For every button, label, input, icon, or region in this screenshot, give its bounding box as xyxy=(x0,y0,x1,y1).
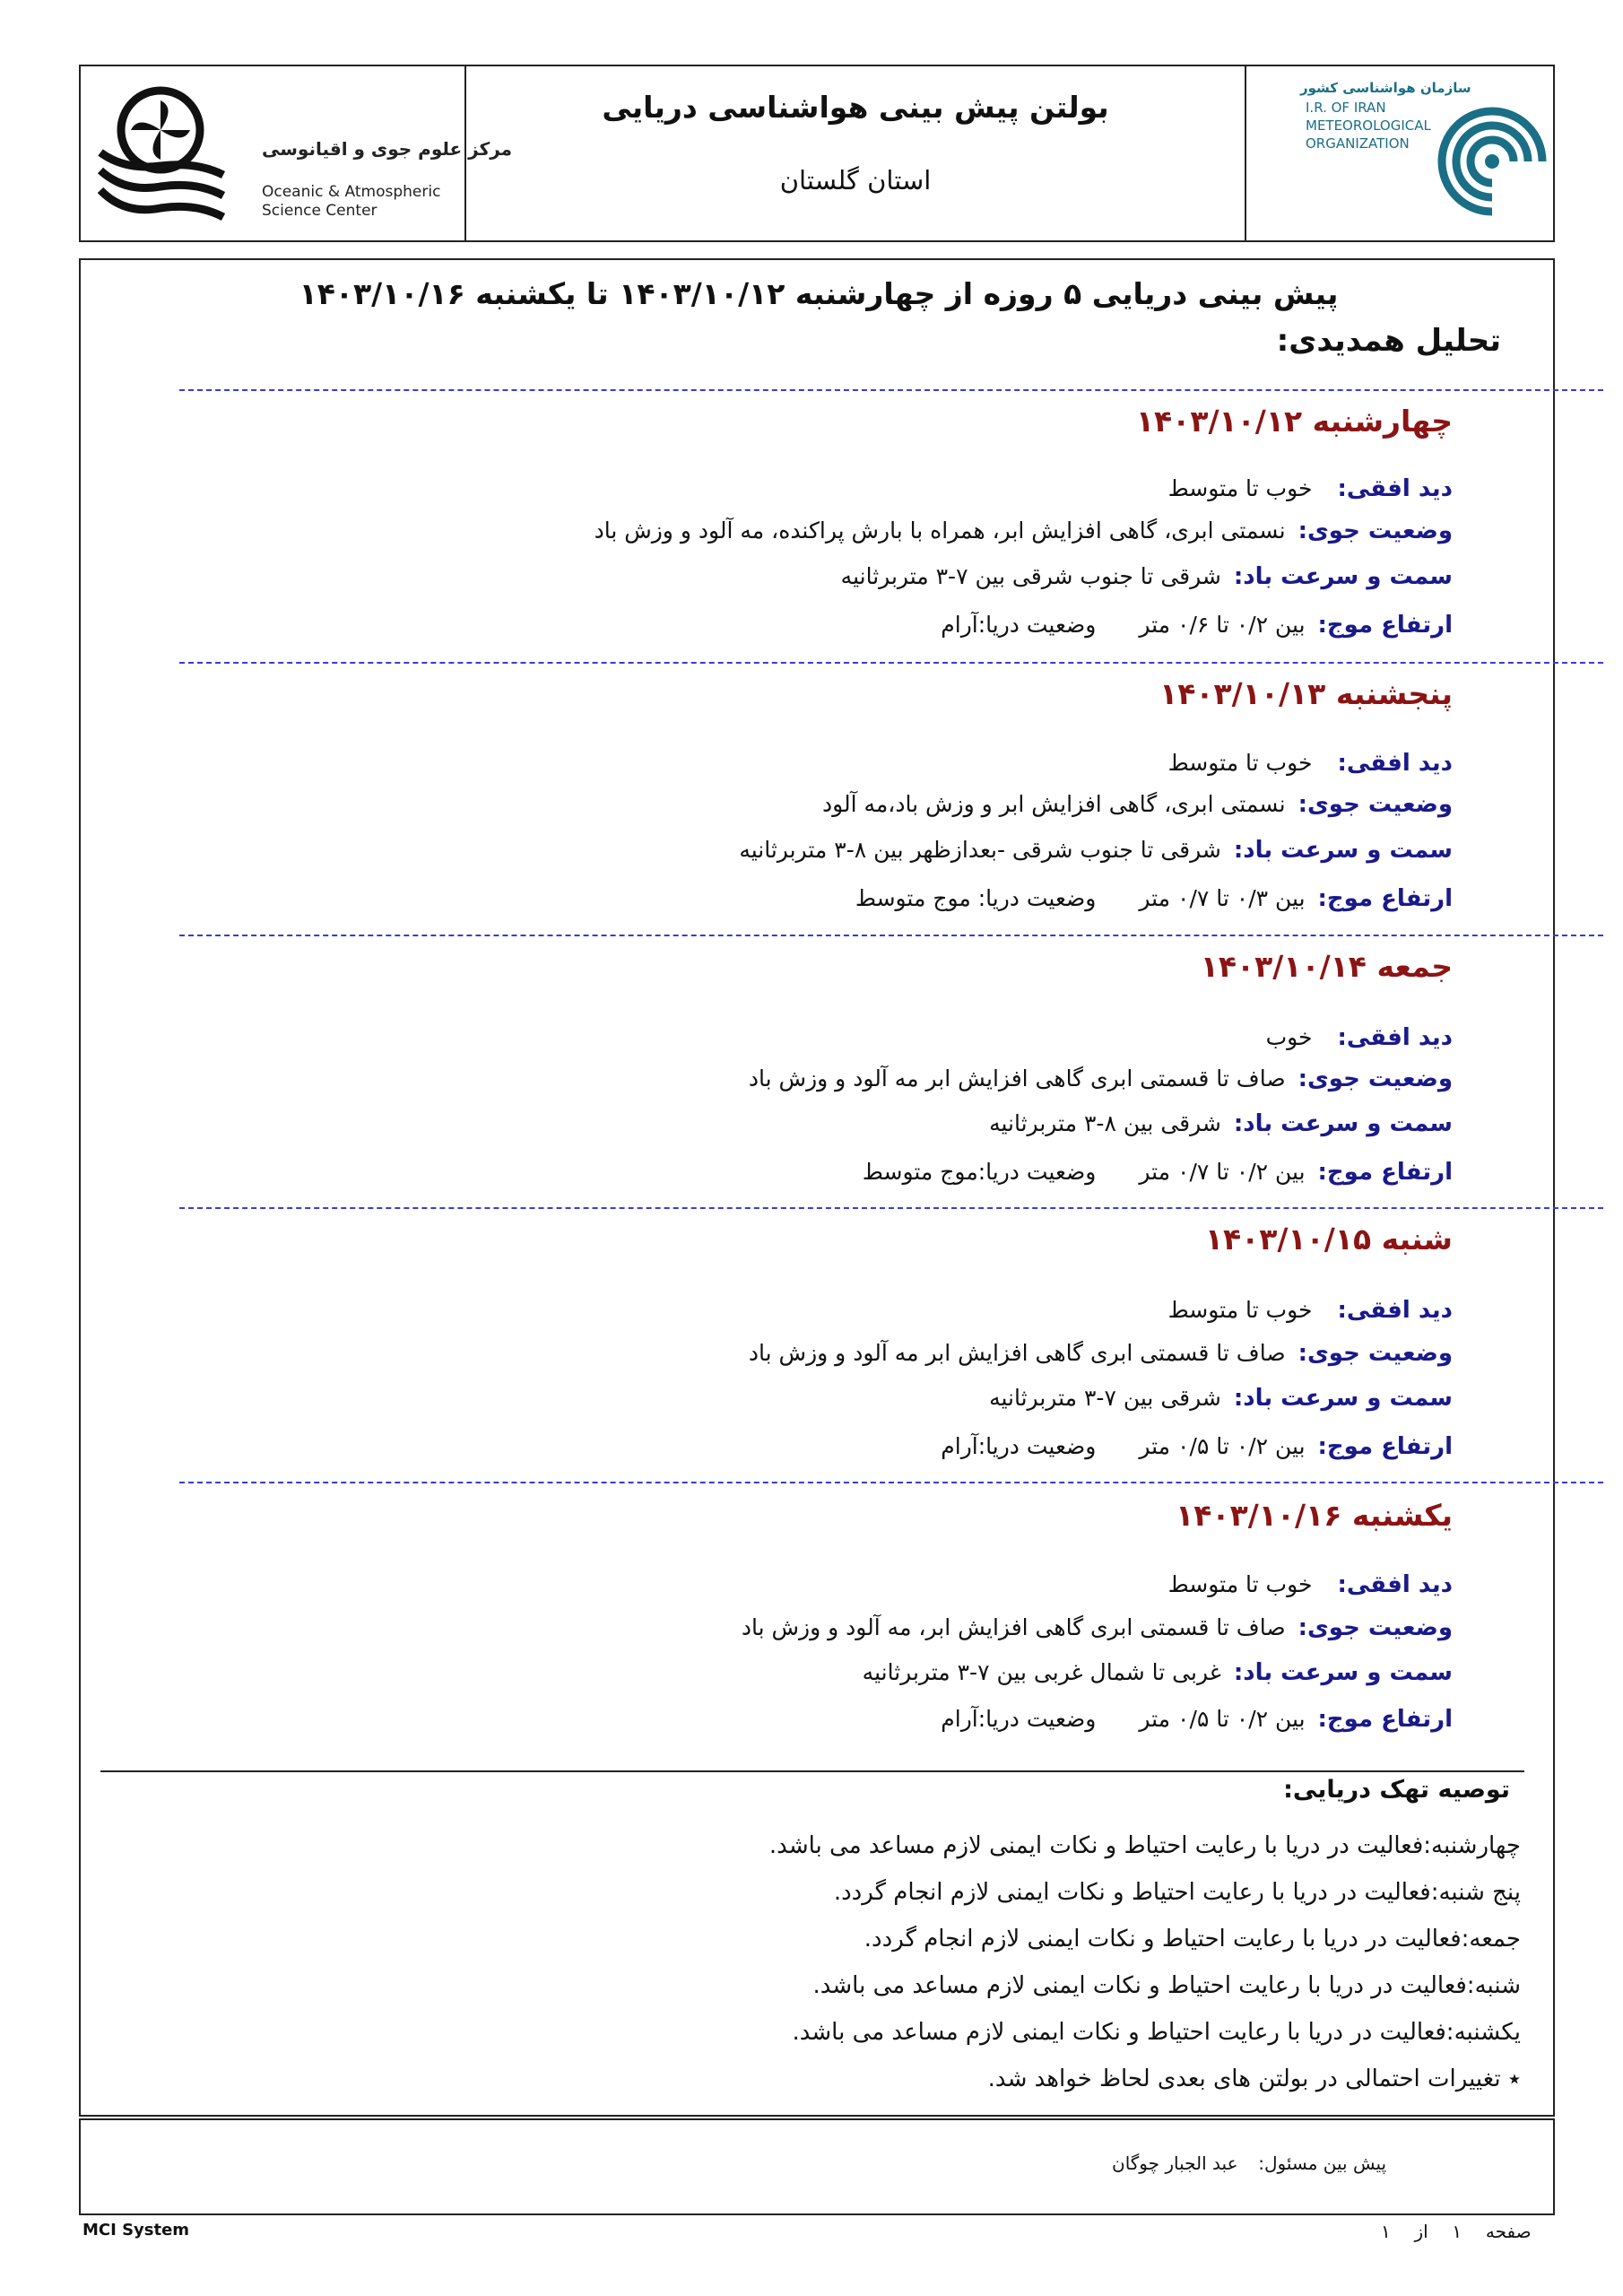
day-title: یکشنبه ۱۴۰۳/۱۰/۱۶ xyxy=(1176,1498,1453,1533)
recommendation-line: شنبه:فعالیت در دریا با رعایت احتیاط و نکات ایمنی لازم مساعد می باشد. xyxy=(812,1972,1521,1999)
sea-state-value: وضعیت دریا:آرام xyxy=(941,612,1097,638)
sea-state-value: وضعیت دریا:آرام xyxy=(941,1706,1097,1732)
forecaster-line xyxy=(1112,2152,1386,2174)
visibility-label: دید افقی: xyxy=(1337,1024,1453,1051)
wave-row xyxy=(941,1706,1453,1733)
wind-row xyxy=(863,1659,1453,1686)
wave-value: بین ۰/۲ تا ۰/۵ متر xyxy=(1139,1706,1306,1732)
recommendation-line: پنج شنبه:فعالیت در دریا با رعایت احتیاط و نکات ایمنی لازم انجام گردد. xyxy=(833,1879,1521,1906)
weather-value: نسمتی ابری، گاهی افزایش ابر و وزش باد،مه آلود xyxy=(821,791,1286,817)
synoptic-heading: تحلیل همدیدی: xyxy=(1276,323,1501,359)
wave-label: ارتفاع موج: xyxy=(1317,612,1453,639)
bulletin-title: پیش بینی دریایی ۵ روزه از چهارشنبه ۱۴۰۳/۱۰/۱۲ تا یکشنبه ۱۴۰۳/۱۰/۱۶ xyxy=(299,276,1339,311)
forecaster-name: عبد الجبار چوگان xyxy=(1112,2152,1238,2174)
weather-row xyxy=(749,1340,1453,1367)
recommendation-line: چهارشنبه:فعالیت در دریا با رعایت احتیاط و نکات ایمنی لازم مساعد می باشد. xyxy=(768,1832,1521,1859)
visibility-label: دید افقی: xyxy=(1337,750,1453,777)
sea-state-value: وضعیت دریا:موج متوسط xyxy=(862,1159,1097,1185)
meteorological-org-en-line3: ORGANIZATION xyxy=(1306,135,1410,152)
visibility-value: خوب تا متوسط xyxy=(1167,475,1313,501)
page-total: ۱ xyxy=(1381,2221,1391,2242)
wave-value: بین ۰/۲ تا ۰/۶ متر xyxy=(1139,612,1306,638)
wind-label: سمت و سرعت باد: xyxy=(1233,1659,1453,1686)
weather-row xyxy=(742,1614,1453,1641)
wind-value: شرقی بین ۸-۳ متربرثانیه xyxy=(989,1110,1221,1136)
visibility-label: دید افقی: xyxy=(1337,1571,1453,1598)
visibility-label: دید افقی: xyxy=(1337,1297,1453,1324)
meteorological-org-en-line2: METEOROLOGICAL xyxy=(1306,117,1431,134)
wind-label: سمت و سرعت باد: xyxy=(1233,563,1453,590)
weather-label: وضعیت جوی: xyxy=(1298,1614,1453,1641)
wave-label: ارتفاع موج: xyxy=(1317,1433,1453,1460)
recommendation-line: جمعه:فعالیت در دریا با رعایت احتیاط و نکات ایمنی لازم انجام گردد. xyxy=(864,1926,1521,1952)
page-label: صفحه xyxy=(1485,2221,1532,2242)
weather-value: نسمتی ابری، گاهی افزایش ابر، همراه با بارش پراکنده، مه آلود و وزش باد xyxy=(594,517,1286,544)
oceanic-center-logo-cell xyxy=(81,66,513,240)
meteorological-org-fa-name: سازمان هواشناسی کشور xyxy=(1300,80,1471,96)
wave-row xyxy=(863,1159,1453,1186)
meteorological-org-en-line1: I.R. OF IRAN xyxy=(1306,100,1386,116)
sea-state-value: وضعیت دریا:آرام xyxy=(941,1433,1097,1459)
wave-label: ارتفاع موج: xyxy=(1317,1706,1453,1733)
header-box xyxy=(79,65,1555,242)
visibility-row xyxy=(1168,1571,1453,1598)
wind-value: غربی تا شمال غربی بین ۷-۳ متربرثانیه xyxy=(862,1659,1221,1685)
page-number: ۱ xyxy=(1452,2221,1462,2242)
visibility-value: خوب xyxy=(1265,1024,1313,1050)
wave-value: بین ۰/۳ تا ۰/۷ متر xyxy=(1139,885,1306,911)
wave-label: ارتفاع موج: xyxy=(1317,885,1453,912)
wind-row xyxy=(989,1385,1453,1412)
province-name: استان گلستان xyxy=(779,165,932,196)
weather-label: وضعیت جوی: xyxy=(1298,791,1453,818)
wave-row xyxy=(941,612,1453,639)
weather-value: صاف تا قسمتی ابری گاهی افزایش ابر مه آلود و وزش باد xyxy=(748,1340,1286,1366)
weather-row xyxy=(749,1065,1453,1092)
oceanic-center-en-line1: Oceanic & Atmospheric xyxy=(262,183,441,201)
wind-row xyxy=(989,1110,1453,1137)
visibility-row xyxy=(1266,1024,1453,1051)
day-title: شنبه ۱۴۰۳/۱۰/۱۵ xyxy=(1204,1222,1453,1257)
divider xyxy=(179,389,1603,391)
sea-state-value: وضعیت دریا: موج متوسط xyxy=(855,885,1097,911)
oceanic-center-fa-name: مرکز علوم جوی و اقیانوسی xyxy=(262,138,513,160)
wind-label: سمت و سرعت باد: xyxy=(1233,1110,1453,1137)
oceanic-center-logo-icon xyxy=(93,81,228,224)
day-title: جمعه ۱۴۰۳/۱۰/۱۴ xyxy=(1200,949,1453,984)
system-name: MCI System xyxy=(82,2221,190,2239)
divider xyxy=(179,1482,1603,1483)
header-title-cell xyxy=(466,66,1246,240)
wave-row xyxy=(855,885,1453,912)
weather-label: وضعیت جوی: xyxy=(1298,517,1453,544)
wave-value: بین ۰/۲ تا ۰/۵ متر xyxy=(1139,1433,1306,1459)
wind-label: سمت و سرعت باد: xyxy=(1233,1385,1453,1412)
wind-row xyxy=(739,837,1453,864)
wave-value: بین ۰/۲ تا ۰/۷ متر xyxy=(1139,1159,1306,1185)
page-of-label: از xyxy=(1414,2221,1428,2242)
recommendation-footnote: ٭ تغییرات احتمالی در بولتن های بعدی لحاظ خواهد شد. xyxy=(987,2066,1521,2092)
visibility-row xyxy=(1168,1297,1453,1324)
weather-label: وضعیت جوی: xyxy=(1298,1340,1453,1367)
divider xyxy=(179,1207,1603,1209)
bulletin-header-title: بولتن پیش بینی هواشناسی دریایی xyxy=(602,90,1109,125)
recommendations-divider xyxy=(100,1770,1524,1772)
oceanic-center-en-line2: Science Center xyxy=(262,202,378,220)
recommendations-title: توصیه تهک دریایی: xyxy=(1283,1776,1510,1804)
weather-row xyxy=(822,791,1453,818)
weather-label: وضعیت جوی: xyxy=(1298,1065,1453,1092)
wave-row xyxy=(941,1433,1453,1460)
weather-row xyxy=(595,517,1453,544)
wind-row xyxy=(841,563,1453,590)
day-title: چهارشنبه ۱۴۰۳/۱۰/۱۲ xyxy=(1135,404,1453,439)
wind-value: شرقی بین ۷-۳ متربرثانیه xyxy=(989,1385,1221,1411)
weather-value: صاف تا قسمتی ابری گاهی افزایش ابر، مه آلود و وزش باد xyxy=(741,1614,1286,1640)
visibility-value: خوب تا متوسط xyxy=(1167,1571,1313,1597)
forecaster-label: پیش بین مسئول: xyxy=(1258,2152,1387,2174)
visibility-value: خوب تا متوسط xyxy=(1167,1297,1313,1323)
visibility-row xyxy=(1168,750,1453,777)
visibility-row xyxy=(1168,475,1453,502)
wind-value: شرقی تا جنوب شرقی بین ۷-۳ متربرثانیه xyxy=(840,563,1221,589)
wind-value: شرقی تا جنوب شرقی -بعدازظهر بین ۸-۳ متربرثانیه xyxy=(739,837,1221,863)
meteorological-org-logo-cell xyxy=(1246,66,1553,240)
wave-label: ارتفاع موج: xyxy=(1317,1159,1453,1186)
meteorological-org-logo-icon xyxy=(1436,97,1548,222)
wind-label: سمت و سرعت باد: xyxy=(1233,837,1453,864)
page-indicator xyxy=(1381,2221,1532,2242)
day-title: پنجشنبه ۱۴۰۳/۱۰/۱۳ xyxy=(1159,676,1453,711)
visibility-label: دید افقی: xyxy=(1337,475,1453,502)
divider xyxy=(179,935,1603,936)
divider xyxy=(179,662,1603,664)
weather-value: صاف تا قسمتی ابری گاهی افزایش ابر مه آلود و وزش باد xyxy=(748,1065,1286,1091)
visibility-value: خوب تا متوسط xyxy=(1167,750,1313,776)
recommendation-line: یکشنبه:فعالیت در دریا با رعایت احتیاط و نکات ایمنی لازم مساعد می باشد. xyxy=(792,2019,1521,2046)
